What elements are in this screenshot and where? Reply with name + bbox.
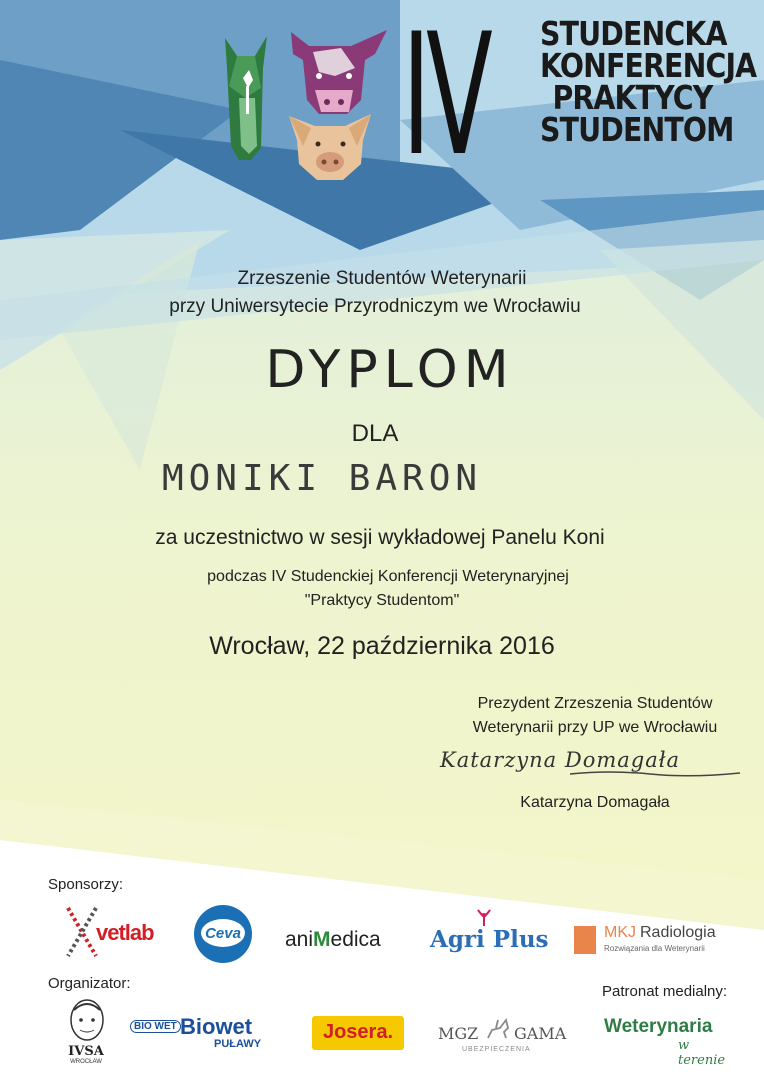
ivsa-logo	[58, 998, 114, 1068]
conference-number: IV	[402, 0, 489, 193]
animal-heads-illustration	[215, 28, 405, 188]
josera-logo	[312, 1016, 404, 1050]
title-line-2: KONFERENCJA	[540, 46, 757, 85]
animedica-text-c: edica	[330, 928, 381, 951]
vetlab-text: vetlab	[96, 920, 154, 945]
cow-head-icon	[291, 30, 387, 114]
diploma-title: DYPLOM	[265, 340, 515, 400]
mkj-radiologia-logo	[574, 924, 734, 964]
pig-head-icon	[289, 114, 371, 180]
mgz-gama-logo	[438, 1014, 578, 1058]
issuer-line-1: Zrzeszenie Studentów Weterynarii	[237, 268, 527, 289]
mkj-text: MKJ	[604, 924, 636, 941]
title-line-3: PRAKTYCY	[552, 78, 713, 117]
biowet-badge: BIO WET	[130, 1020, 181, 1033]
conference-title	[540, 14, 757, 149]
ivsa-text: IVSA	[68, 1044, 104, 1059]
media-patron-label: Patronat medialny:	[602, 983, 728, 1000]
mkj-text-b: Radiologia	[640, 924, 716, 941]
mgz-horse-rider-icon	[484, 1016, 512, 1042]
participation-reason: za uczestnictwo w sesji wykładowej Panelu Koni	[155, 526, 605, 549]
mgz-subtitle: UBEZPIECZENIA	[462, 1046, 531, 1053]
w-terenie-text: w terenie	[678, 1038, 726, 1068]
signer-role-line-1: Prezydent Zrzeszenia Studentów	[477, 695, 713, 712]
biowet-logo	[130, 1014, 280, 1054]
signer-name: Katarzyna Domagała	[520, 794, 670, 811]
organizer-label: Organizator:	[48, 975, 131, 992]
biowet-subtitle: PUŁAWY	[214, 1038, 262, 1050]
title-line-4: STUDENTOM	[540, 110, 734, 149]
mkj-square-icon	[574, 926, 596, 954]
weterynaria-text: Weterynaria	[604, 1016, 713, 1037]
ceva-text: Ceva	[205, 925, 241, 942]
animedica-logo	[285, 928, 381, 952]
horse-head-icon	[225, 36, 267, 160]
recipient-name: MONIKI BARON	[161, 458, 483, 499]
mgz-text: MGZ	[438, 1024, 479, 1043]
josera-text: Josera.	[322, 1021, 394, 1043]
signature-underline	[570, 770, 740, 778]
gama-text: GAMA	[514, 1024, 567, 1043]
animedica-text-a: ani	[285, 928, 314, 951]
signer-role-line-2: Weterynarii przy UP we Wrocławiu	[472, 719, 718, 736]
ivsa-portrait-icon	[62, 998, 112, 1044]
sponsors-label: Sponsorzy:	[48, 876, 124, 893]
during-line-2: "Praktycy Studentom"	[304, 592, 460, 609]
agriplus-logo	[430, 906, 550, 956]
animedica-text-m: M	[313, 928, 331, 951]
agriplus-flower-icon	[474, 906, 494, 928]
signature-block	[460, 692, 730, 740]
agriplus-text: Agri Plus	[430, 926, 549, 953]
issuer-line-2: przy Uniwersytecie Przyrodniczym we Wrocławiu	[169, 296, 581, 317]
biowet-text: Biowet	[180, 1014, 253, 1039]
weterynaria-w-terenie-logo	[604, 1016, 734, 1068]
vetlab-logo	[62, 904, 172, 962]
during-line-1: podczas IV Studenckiej Konferencji Weterynaryjnej	[207, 568, 569, 585]
ceva-logo	[194, 905, 252, 963]
title-line-1: STUDENCKA	[540, 14, 727, 53]
handwritten-signature: Katarzyna Domagała	[440, 748, 681, 772]
mkj-subtitle: Rozwiązania dla Weterynarii	[604, 944, 705, 953]
place-and-date: Wrocław, 22 października 2016	[209, 632, 555, 660]
ivsa-subtitle: WROCŁAW	[70, 1059, 102, 1065]
diploma-for: DLA	[351, 420, 399, 447]
